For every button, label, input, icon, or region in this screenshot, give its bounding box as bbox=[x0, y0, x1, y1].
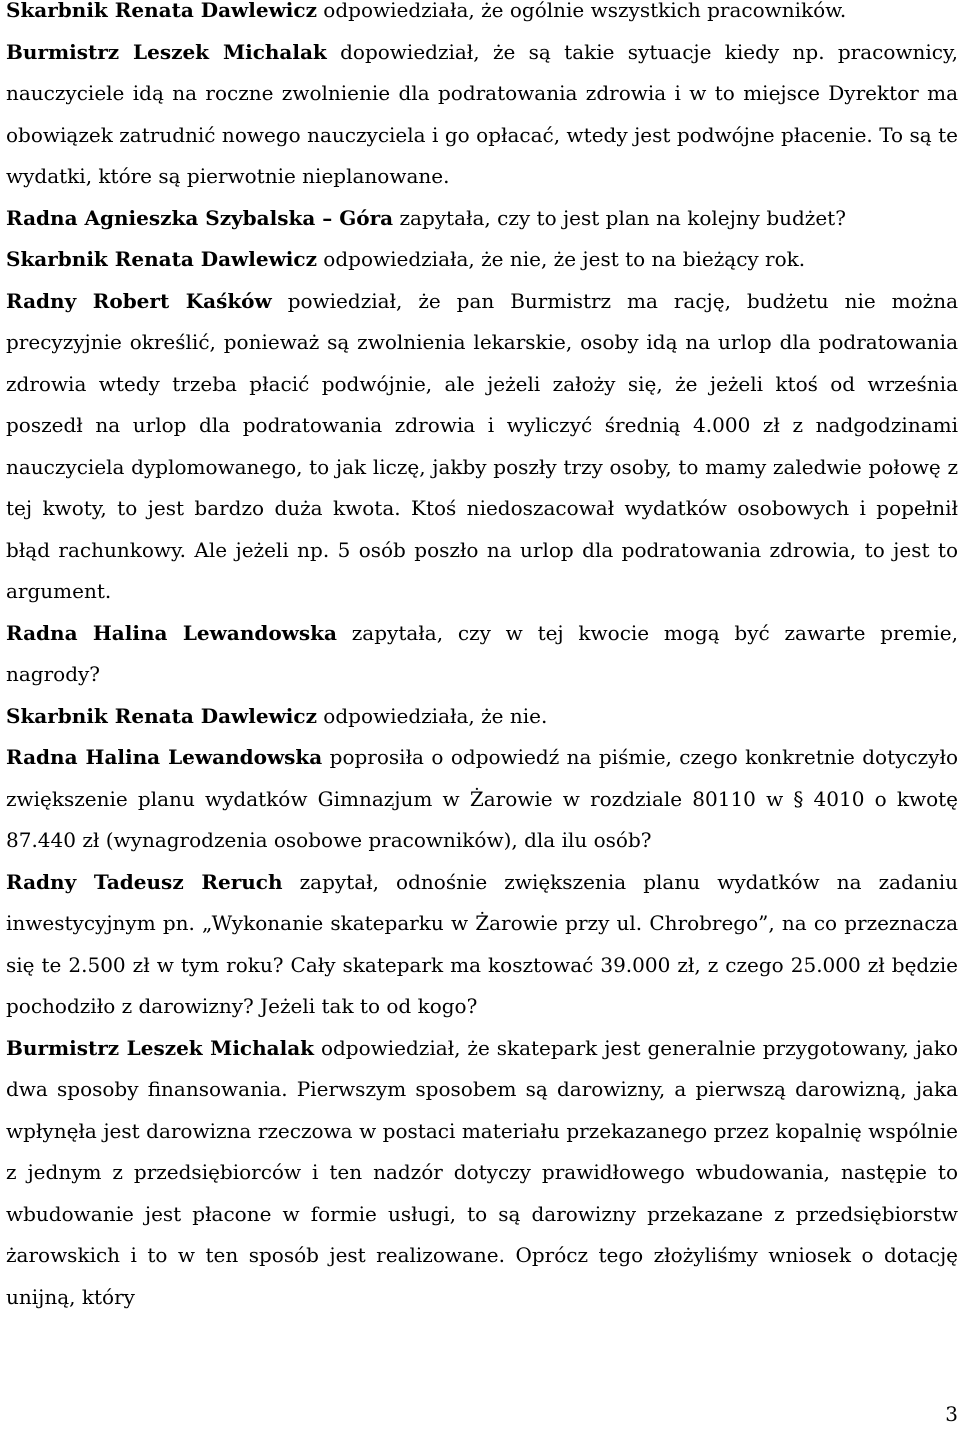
paragraph-text: powiedział, że pan Burmistrz ma rację, budżetu nie można precyzyjnie określić, ponieważ są zwolnienia lekarskie, osoby idą na urlop dla podratowania zdrowia wtedy trzeba płacić podwójnie, ale jeżeli założy się, że jeżeli ktoś od września poszedł na urlop dla podratowania zdrowia i wyliczyć średnią 4.000 zł z nadgodzinami nauczyciela dyplomowanego, to jak liczę, jakby poszły trzy osoby, to mamy zaledwie połowę z tej kwoty, to jest bardzo duża kwota. Ktoś niedoszacował wydatków osobowych i popełnił błąd rachunkowy. Ale jeżeli np. 5 osób poszło na urlop dla podratowania zdrowia, to jest to argument. bbox=[6, 288, 959, 603]
paragraph-burmistrz-1 bbox=[6, 32, 958, 198]
paragraph-text: poprosiła o odpowiedź na piśmie, czego konkretnie dotyczyło zwiększenie planu wydatków Gimnazjum w Żarowie w rozdziale 80110 w § 4010 o kwotę 87.440 zł (wynagrodzenia osobowe pracowników), dla ilu osób? bbox=[6, 745, 958, 852]
paragraph-text: zapytał, odnośnie zwiększenia planu wydatków na zadaniu inwestycyjnym pn. „Wykonanie skateparku w Żarowie przy ul. Chrobrego”, na co przeznacza się te 2.500 zł w tym roku? Cały skatepark ma kosztować 39.000 zł, z czego 25.000 zł będzie pochodziło z darowizny? Jeżeli tak to od kogo? bbox=[6, 869, 958, 1018]
paragraph-text: dopowiedział, że są takie sytuacje kiedy np. pracownicy, nauczyciele idą na roczne zwolnienie dla podratowania zdrowia i w to miejsce Dyrektor ma obowiązek zatrudnić nowego nauczyciela i go opłacać, wtedy jest podwójne płacenie. To są te wydatki, które są pierwotnie nieplanowane. bbox=[6, 39, 958, 188]
speaker-name: Radna Halina Lewandowska bbox=[6, 620, 337, 645]
page-number: 3 bbox=[945, 1402, 958, 1426]
paragraph-szybalska bbox=[6, 198, 958, 240]
speaker-name: Radny Tadeusz Reruch bbox=[6, 869, 283, 894]
speaker-name: Skarbnik Renata Dawlewicz bbox=[6, 0, 317, 22]
paragraph-skarbnik-2 bbox=[6, 239, 958, 281]
speaker-name: Radna Agnieszka Szybalska – Góra bbox=[6, 205, 394, 230]
paragraph-text: odpowiedział, że skatepark jest generalnie przygotowany, jako dwa sposoby finansowania. Pierwszym sposobem są darowizny, a pierwszą darowizną, jaka wpłynęła jest darowizna rzeczowa w postaci materiału przekazanego przez kopalnię wspólnie z jednym z przedsiębiorców i ten nadzór dotyczy prawidłowego wbudowania, następie to wbudowanie jest płacone w formie usługi, to są darowizny przekazane z przedsiębiorstw żarowskich i to w ten sposób jest realizowane. Oprócz tego złożyliśmy wniosek o dotację unijną, który bbox=[6, 1035, 958, 1309]
paragraph-text: odpowiedziała, że nie, że jest to na bieżący rok. bbox=[316, 247, 806, 271]
speaker-name: Skarbnik Renata Dawlewicz bbox=[6, 247, 317, 271]
paragraph-reruch bbox=[6, 862, 958, 1028]
paragraph-burmistrz-2 bbox=[6, 1028, 958, 1319]
paragraph-text: zapytała, czy to jest plan na kolejny budżet? bbox=[393, 205, 846, 230]
speaker-name: Radny Robert Kaśków bbox=[6, 288, 272, 313]
speaker-name: Burmistrz Leszek Michalak bbox=[6, 39, 327, 64]
paragraph-text: odpowiedziała, że ogólnie wszystkich pracowników. bbox=[316, 0, 847, 22]
speaker-name: Burmistrz Leszek Michalak bbox=[6, 1035, 315, 1060]
document-body bbox=[6, 0, 958, 1318]
paragraph-lewandowska-2 bbox=[6, 737, 958, 862]
paragraph-lewandowska-1 bbox=[6, 613, 958, 696]
paragraph-text: odpowiedziała, że nie. bbox=[316, 703, 548, 728]
speaker-name: Radna Halina Lewandowska bbox=[6, 745, 323, 769]
speaker-name: Skarbnik Renata Dawlewicz bbox=[6, 703, 317, 728]
paragraph-text: zapytała, czy w tej kwocie mogą być zawarte premie, nagrody? bbox=[6, 620, 958, 686]
paragraph-kaskow bbox=[6, 281, 958, 613]
paragraph-skarbnik-3 bbox=[6, 696, 958, 738]
paragraph-skarbnik-1 bbox=[6, 0, 958, 32]
